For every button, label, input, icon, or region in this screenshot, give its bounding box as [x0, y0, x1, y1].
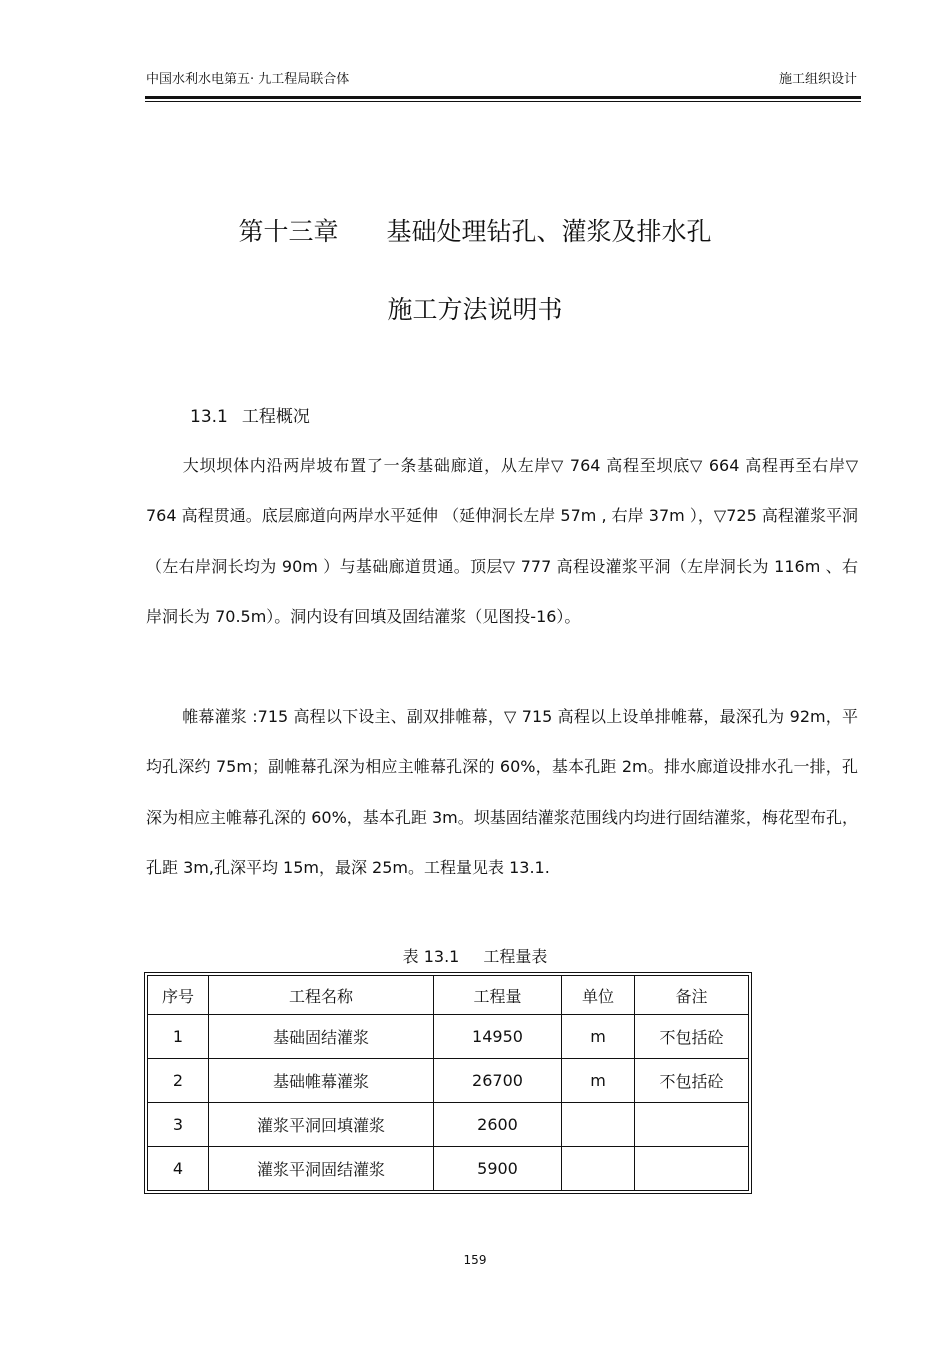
chapter-title-line2: 施工方法说明书	[387, 295, 563, 324]
table-cell: 2	[148, 1059, 209, 1103]
table-header-cell: 工程量	[434, 976, 562, 1015]
table-cell: 不包括砼	[635, 1015, 749, 1059]
table-row	[148, 1059, 749, 1103]
table-cell	[562, 1147, 635, 1191]
table-cell: 1	[148, 1015, 209, 1059]
table-cell: 2600	[434, 1103, 562, 1147]
table-header-row	[148, 976, 749, 1015]
table-frame	[144, 972, 752, 1194]
table-cell: 4	[148, 1147, 209, 1191]
paragraph-1	[146, 441, 858, 643]
table-cell	[562, 1103, 635, 1147]
section-number: 13.1	[190, 407, 228, 427]
table-cell: 灌浆平洞回填灌浆	[209, 1103, 434, 1147]
table-header-cell: 备注	[635, 976, 749, 1015]
table-cell: 基础帷幕灌浆	[209, 1059, 434, 1103]
table-header-cell: 工程名称	[209, 976, 434, 1015]
table-cell: m	[562, 1059, 635, 1103]
table-cell: 5900	[434, 1147, 562, 1191]
table-caption-title: 工程量表	[483, 947, 548, 966]
table-cell	[635, 1103, 749, 1147]
section-title: 工程概况	[241, 407, 310, 427]
chapter-title	[0, 212, 950, 248]
table-cell: 基础固结灌浆	[209, 1015, 434, 1059]
table-header-cell: 序号	[148, 976, 209, 1015]
page-number: 159	[463, 1253, 487, 1267]
table-caption	[0, 944, 950, 967]
table-cell: 26700	[434, 1059, 562, 1103]
table-header-cell: 单位	[562, 976, 635, 1015]
table-row	[148, 1103, 749, 1147]
table-cell: m	[562, 1015, 635, 1059]
table-cell	[635, 1147, 749, 1191]
table-cell: 灌浆平洞固结灌浆	[209, 1147, 434, 1191]
paragraph-1-text: 大坝坝体内沿两岸坡布置了一条基础廊道，从左岸▽ 764 高程至坝底▽ 664 高程再至右岸▽ 764 高程贯通。底层廊道向两岸水平延伸 （延伸洞长左岸 57m , 右岸 37m ），▽725 高程灌浆平洞（左右岸洞长均为 90m ）与基础廊道贯通。顶层▽ 777 高程设灌浆平洞（左岸洞长为 116m 、右岸洞长为 70.5m）。洞内设有回填及固结灌浆（见图投-16）。	[146, 456, 858, 627]
chapter-number: 第十三章	[238, 217, 339, 246]
table-row	[148, 1015, 749, 1059]
section-heading	[190, 402, 310, 427]
table-cell: 3	[148, 1103, 209, 1147]
header-right: 施工组织设计	[778, 72, 857, 87]
paragraph-2	[146, 692, 858, 894]
quantity-table	[147, 975, 749, 1191]
table-row	[148, 1147, 749, 1191]
table-caption-number: 表 13.1	[402, 947, 460, 966]
table-cell: 不包括砼	[635, 1059, 749, 1103]
paragraph-2-text: 帷幕灌浆 :715 高程以下设主、副双排帷幕，▽ 715 高程以上设单排帷幕，最深孔为 92m，平均孔深约 75m；副帷幕孔深为相应主帷幕孔深的 60%，基本孔距 2m。排水廊道设排水孔一排，孔深为相应主帷幕孔深的 60%，基本孔距 3m。坝基固结灌浆范围线内均进行固结灌浆，梅花型布孔，孔距 3m,孔深平均 15m，最深 25m。工程量见表 13.1.	[146, 707, 858, 878]
header-rule-thin	[145, 101, 861, 102]
header-rule-thick	[145, 96, 861, 99]
table-cell: 14950	[434, 1015, 562, 1059]
header-left: 中国水利水电第五· 九工程局联合体	[146, 72, 350, 87]
chapter-title-line1: 基础处理钻孔、灌浆及排水孔	[386, 217, 712, 246]
